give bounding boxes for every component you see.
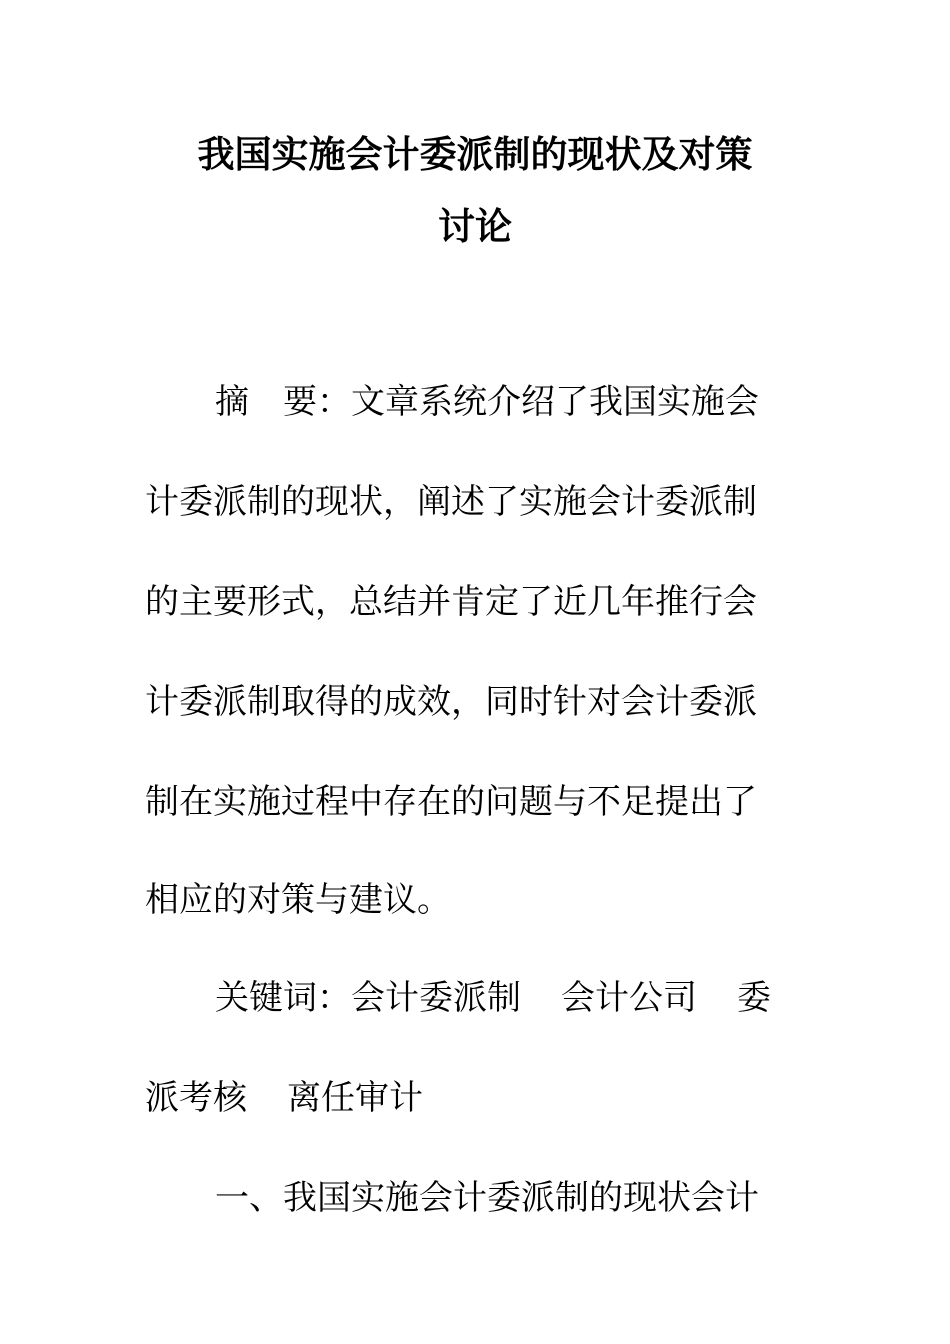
keyword-3-part-2: 派考核	[145, 1078, 247, 1118]
abstract-label-char-2: 要：	[283, 382, 351, 422]
document-title-line-1: 我国实施会计委派制的现状及对策	[197, 132, 753, 176]
keywords-label: 关键词：	[215, 978, 351, 1018]
keyword-3-part-1: 委	[737, 978, 771, 1018]
keyword-4: 离任审计	[287, 1078, 423, 1118]
keywords-second-line	[145, 1076, 785, 1120]
abstract-text-line-1: 文章系统介绍了我国实施会	[351, 382, 759, 422]
section-1-first-line: 一、我国实施会计委派制的现状会计	[215, 1178, 759, 1218]
abstract-text-line-2: 计委派制的现状，阐述了实施会计委派制	[145, 482, 757, 522]
abstract-text-line-6: 相应的对策与建议。	[145, 880, 451, 920]
keyword-2: 会计公司	[561, 978, 697, 1018]
abstract-first-line	[215, 380, 855, 424]
abstract-text-line-3: 的主要形式，总结并肯定了近几年推行会	[145, 582, 757, 622]
abstract-text-line-5: 制在实施过程中存在的问题与不足提出了	[145, 782, 757, 822]
keyword-1: 会计委派制	[351, 978, 521, 1018]
abstract-text-line-4: 计委派制取得的成效，同时针对会计委派	[145, 682, 757, 722]
keywords-first-line	[215, 976, 855, 1020]
abstract-label-char-1: 摘	[215, 382, 249, 422]
document-title-line-2: 讨论	[438, 204, 512, 248]
